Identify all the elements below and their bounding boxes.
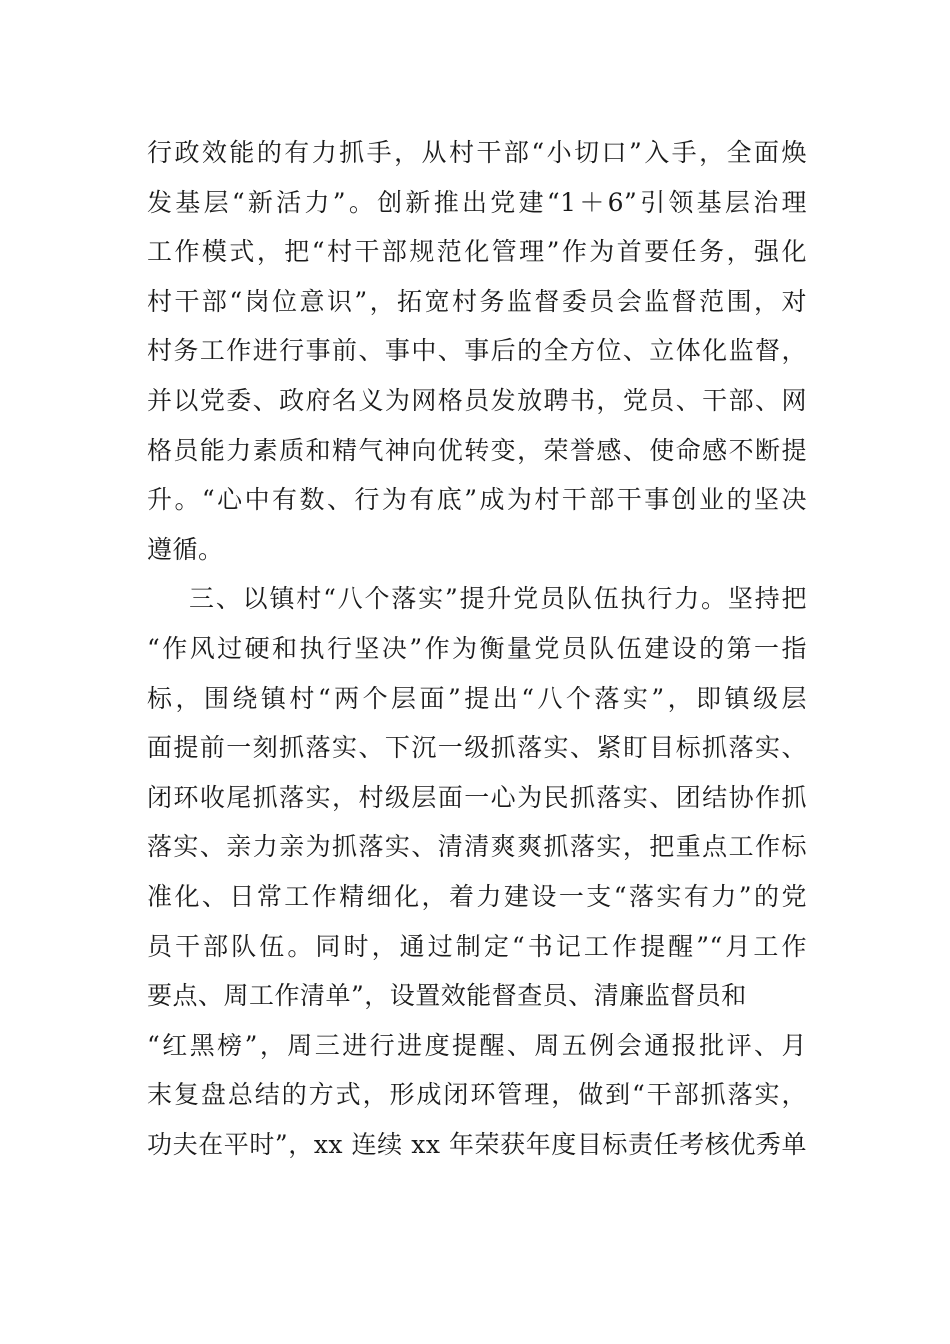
paragraph-end-line: 遵循。 <box>147 534 224 564</box>
text-line: 发基层“新活力”。创新推出党建“1＋6”引领基层治理 <box>147 187 807 217</box>
text-line: 升。“心中有数、行为有底”成为村干部干事创业的坚决 <box>147 485 807 515</box>
text-line: 落实、亲力亲为抓落实、清清爽爽抓落实，把重点工作标 <box>147 832 807 862</box>
text-line: 并以党委、政府名义为网格员发放聘书，党员、干部、网 <box>147 385 807 415</box>
text-line: 员干部队伍。同时，通过制定“书记工作提醒”“月工作 <box>147 931 807 961</box>
text-line: 行政效能的有力抓手，从村干部“小切口”入手，全面焕 <box>147 138 807 167</box>
body-text <box>147 128 807 1169</box>
text-line: 要点、周工作清单”，设置效能督查员、清廉监督员和 <box>147 981 747 1011</box>
text-line: 准化、日常工作精细化，着力建设一支“落实有力”的党 <box>147 881 807 911</box>
text-line: 标，围绕镇村“两个层面”提出“八个落实”，即镇级层 <box>147 683 807 713</box>
text-line: 格员能力素质和精气神向优转变，荣誉感、使命感不断提 <box>147 435 807 465</box>
text-line: 村干部“岗位意识”，拓宽村务监督委员会监督范围，对 <box>147 286 807 316</box>
text-line: 工作模式，把“村干部规范化管理”作为首要任务，强化 <box>147 237 807 267</box>
text-line: 面提前一刻抓落实、下沉一级抓落实、紧盯目标抓落实、 <box>147 733 807 763</box>
text-line: 末复盘总结的方式，形成闭环管理，做到“干部抓落实， <box>147 1080 807 1110</box>
text-line: “红黑榜”，周三进行进度提醒、周五例会通报批评、月 <box>147 1030 807 1060</box>
text-line: 功夫在平时”，xx 连续 xx 年荣获年度目标责任考核优秀单 <box>147 1129 807 1159</box>
text-line: 闭环收尾抓落实，村级层面一心为民抓落实、团结协作抓 <box>147 782 807 812</box>
section-three-first-line: 三、以镇村“八个落实”提升党员队伍执行力。坚持把 <box>189 584 807 614</box>
text-line: 村务工作进行事前、事中、事后的全方位、立体化监督， <box>147 336 807 366</box>
text-line: “作风过硬和执行坚决”作为衡量党员队伍建设的第一指 <box>147 633 807 663</box>
